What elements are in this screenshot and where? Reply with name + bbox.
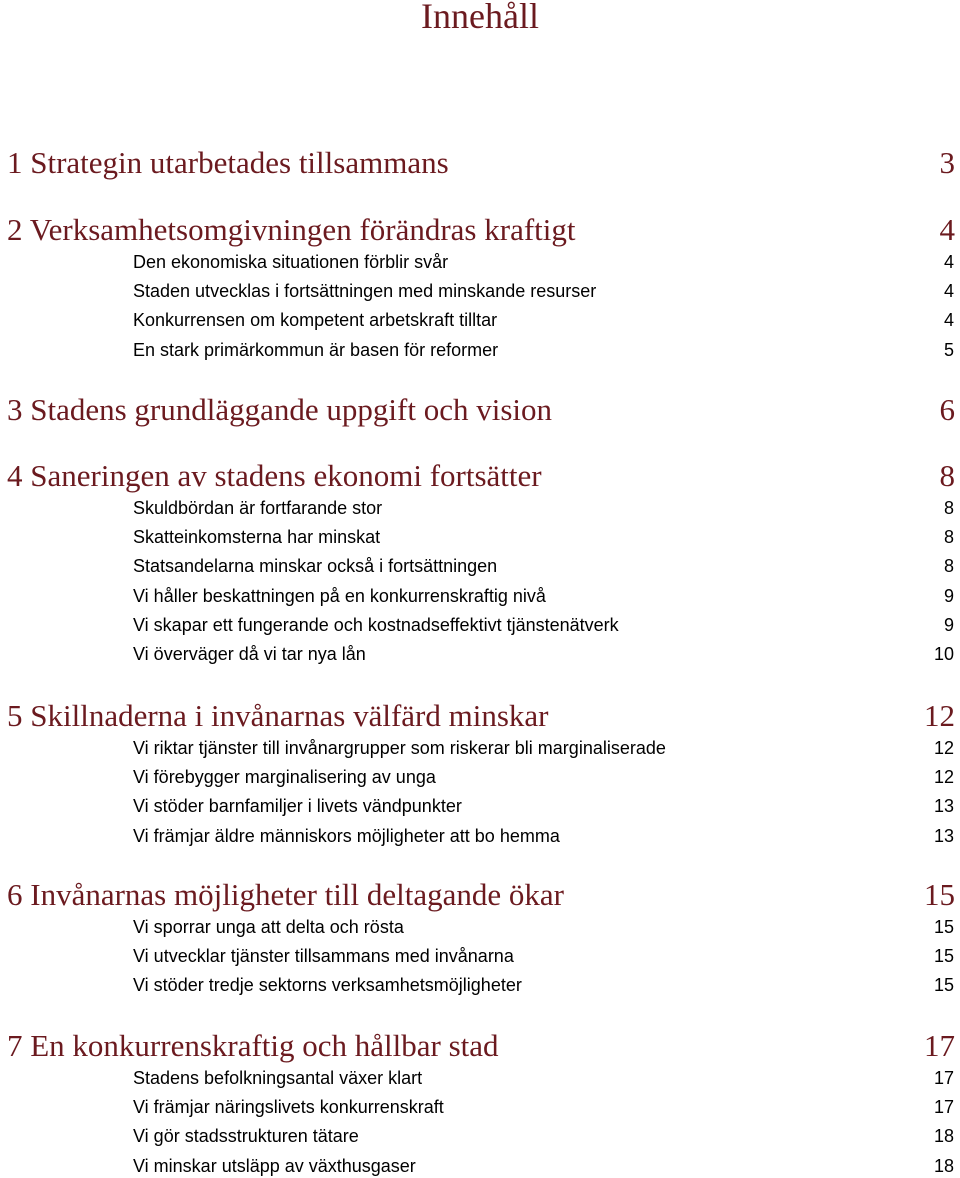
toc-entry-label: Staden utvecklas i fortsättningen med minskande resurser <box>133 281 597 302</box>
toc-entry-page-number: 15 <box>933 917 954 937</box>
toc-entry-label: Vi minskar utsläpp av växthusgaser <box>133 1155 416 1176</box>
toc-entry-page-number: 9 <box>943 585 954 606</box>
toc-entry-label: Vi förebygger marginalisering av unga <box>133 767 436 788</box>
toc-subsection-entry[interactable] <box>133 765 954 789</box>
toc-entry-page-number: 8 <box>943 556 954 577</box>
toc-subsection-entry[interactable] <box>133 1124 954 1148</box>
toc-subsection-entry[interactable] <box>133 584 954 608</box>
toc-entry-page-number: 17 <box>924 1028 955 1063</box>
toc-entry-page-number: 13 <box>933 796 954 817</box>
toc-subsection-entry[interactable] <box>133 496 954 520</box>
toc-subsection-entry[interactable] <box>133 736 954 760</box>
toc-entry-page-number: 15 <box>933 946 954 967</box>
toc-entry-page-number: 12 <box>933 738 954 758</box>
toc-entry-label: Vi skapar ett fungerande och kostnadseffektivt tjänstenätverk <box>133 614 619 635</box>
toc-entry-label: 2 Verksamhetsomgivningen förändras kraftigt <box>7 212 576 247</box>
toc-entry-page-number: 4 <box>943 252 954 272</box>
toc-entry-label: 3 Stadens grundläggande uppgift och vision <box>7 392 552 427</box>
toc-entry-page-number: 4 <box>943 310 954 331</box>
toc-entry-page-number: 10 <box>933 644 954 664</box>
toc-entry-page-number: 12 <box>933 767 954 788</box>
toc-subsection-entry[interactable] <box>133 824 954 848</box>
toc-entry-label: Statsandelarna minskar också i fortsättningen <box>133 556 498 577</box>
toc-subsection-entry[interactable] <box>133 915 954 939</box>
toc-subsection-entry[interactable] <box>133 338 954 362</box>
toc-section-entry[interactable] <box>7 877 955 913</box>
toc-entry-label: Vi gör stadsstrukturen tätare <box>133 1126 359 1147</box>
toc-subsection-entry[interactable] <box>133 250 954 274</box>
toc-entry-page-number: 17 <box>933 1097 954 1118</box>
toc-entry-page-number: 13 <box>933 825 954 846</box>
toc-entry-label: 1 Strategin utarbetades tillsammans <box>7 145 449 180</box>
toc-subsection-entry[interactable] <box>133 973 954 997</box>
toc-subsection-entry[interactable] <box>133 944 954 968</box>
toc-entry-label: Vi håller beskattningen på en konkurrenskraftig nivå <box>133 585 546 606</box>
toc-entry-label: 6 Invånarnas möjligheter till deltagande ökar <box>7 877 564 912</box>
toc-entry-page-number: 18 <box>933 1126 954 1147</box>
toc-entry-label: Vi främjar näringslivets konkurrenskraft <box>133 1097 444 1118</box>
toc-entry-label: Skatteinkomsterna har minskat <box>133 527 381 548</box>
toc-entry-label: 4 Saneringen av stadens ekonomi fortsätter <box>7 458 542 493</box>
toc-subsection-entry[interactable] <box>133 1095 954 1119</box>
toc-entry-label: Vi överväger då vi tar nya lån <box>133 644 366 664</box>
toc-entry-page-number: 8 <box>939 458 955 493</box>
toc-entry-page-number: 9 <box>943 614 954 635</box>
toc-entry-label: Konkurrensen om kompetent arbetskraft tilltar <box>133 310 498 331</box>
toc-entry-page-number: 4 <box>943 281 954 302</box>
toc-section-entry[interactable] <box>7 212 955 248</box>
toc-section-entry[interactable] <box>7 458 955 494</box>
toc-entry-page-number: 6 <box>939 392 955 427</box>
toc-entry-page-number: 18 <box>933 1155 954 1176</box>
page-title: Innehåll <box>421 0 539 36</box>
toc-entry-label: Vi utvecklar tjänster tillsammans med invånarna <box>133 946 514 967</box>
toc-entry-label: 5 Skillnaderna i invånarnas välfärd minskar <box>7 698 549 733</box>
toc-section-entry[interactable] <box>7 698 955 734</box>
toc-entry-page-number: 8 <box>943 527 954 548</box>
toc-subsection-entry[interactable] <box>133 794 954 818</box>
toc-entry-label: Skuldbördan är fortfarande stor <box>133 498 383 518</box>
toc-entry-label: Vi stöder barnfamiljer i livets vändpunkter <box>133 796 462 817</box>
toc-subsection-entry[interactable] <box>133 525 954 549</box>
toc-entry-label: En stark primärkommun är basen för reformer <box>133 339 499 360</box>
toc-subsection-entry[interactable] <box>133 1154 954 1178</box>
toc-entry-page-number: 4 <box>939 212 955 247</box>
toc-entry-label: Vi stöder tredje sektorns verksamhetsmöjligheter <box>133 975 522 996</box>
toc-section-entry[interactable] <box>7 392 955 428</box>
toc-subsection-entry[interactable] <box>133 613 954 637</box>
toc-section-entry[interactable] <box>7 1028 955 1064</box>
toc-entry-label: Vi främjar äldre människors möjligheter att bo hemma <box>133 825 560 846</box>
toc-subsection-entry[interactable] <box>133 1066 954 1090</box>
toc-section-entry[interactable] <box>7 145 955 181</box>
toc-entry-page-number: 12 <box>924 698 955 733</box>
toc-entry-label: Vi sporrar unga att delta och rösta <box>133 917 404 937</box>
toc-entry-label: 7 En konkurrenskraftig och hållbar stad <box>7 1028 499 1063</box>
toc-entry-page-number: 15 <box>933 975 954 996</box>
toc-entry-label: Stadens befolkningsantal växer klart <box>133 1068 423 1088</box>
toc-subsection-entry[interactable] <box>133 554 954 578</box>
toc-entry-page-number: 15 <box>924 877 955 912</box>
toc-entry-page-number: 17 <box>933 1068 954 1088</box>
toc-entry-page-number: 3 <box>939 145 955 180</box>
toc-subsection-entry[interactable] <box>133 279 954 303</box>
toc-entry-label: Den ekonomiska situationen förblir svår <box>133 252 449 272</box>
toc-subsection-entry[interactable] <box>133 308 954 332</box>
toc-entry-label: Vi riktar tjänster till invånargrupper som riskerar bli marginaliserade <box>133 738 666 758</box>
toc-entry-page-number: 8 <box>943 498 954 518</box>
toc-entry-page-number: 5 <box>943 339 954 360</box>
toc-subsection-entry[interactable] <box>133 642 954 666</box>
